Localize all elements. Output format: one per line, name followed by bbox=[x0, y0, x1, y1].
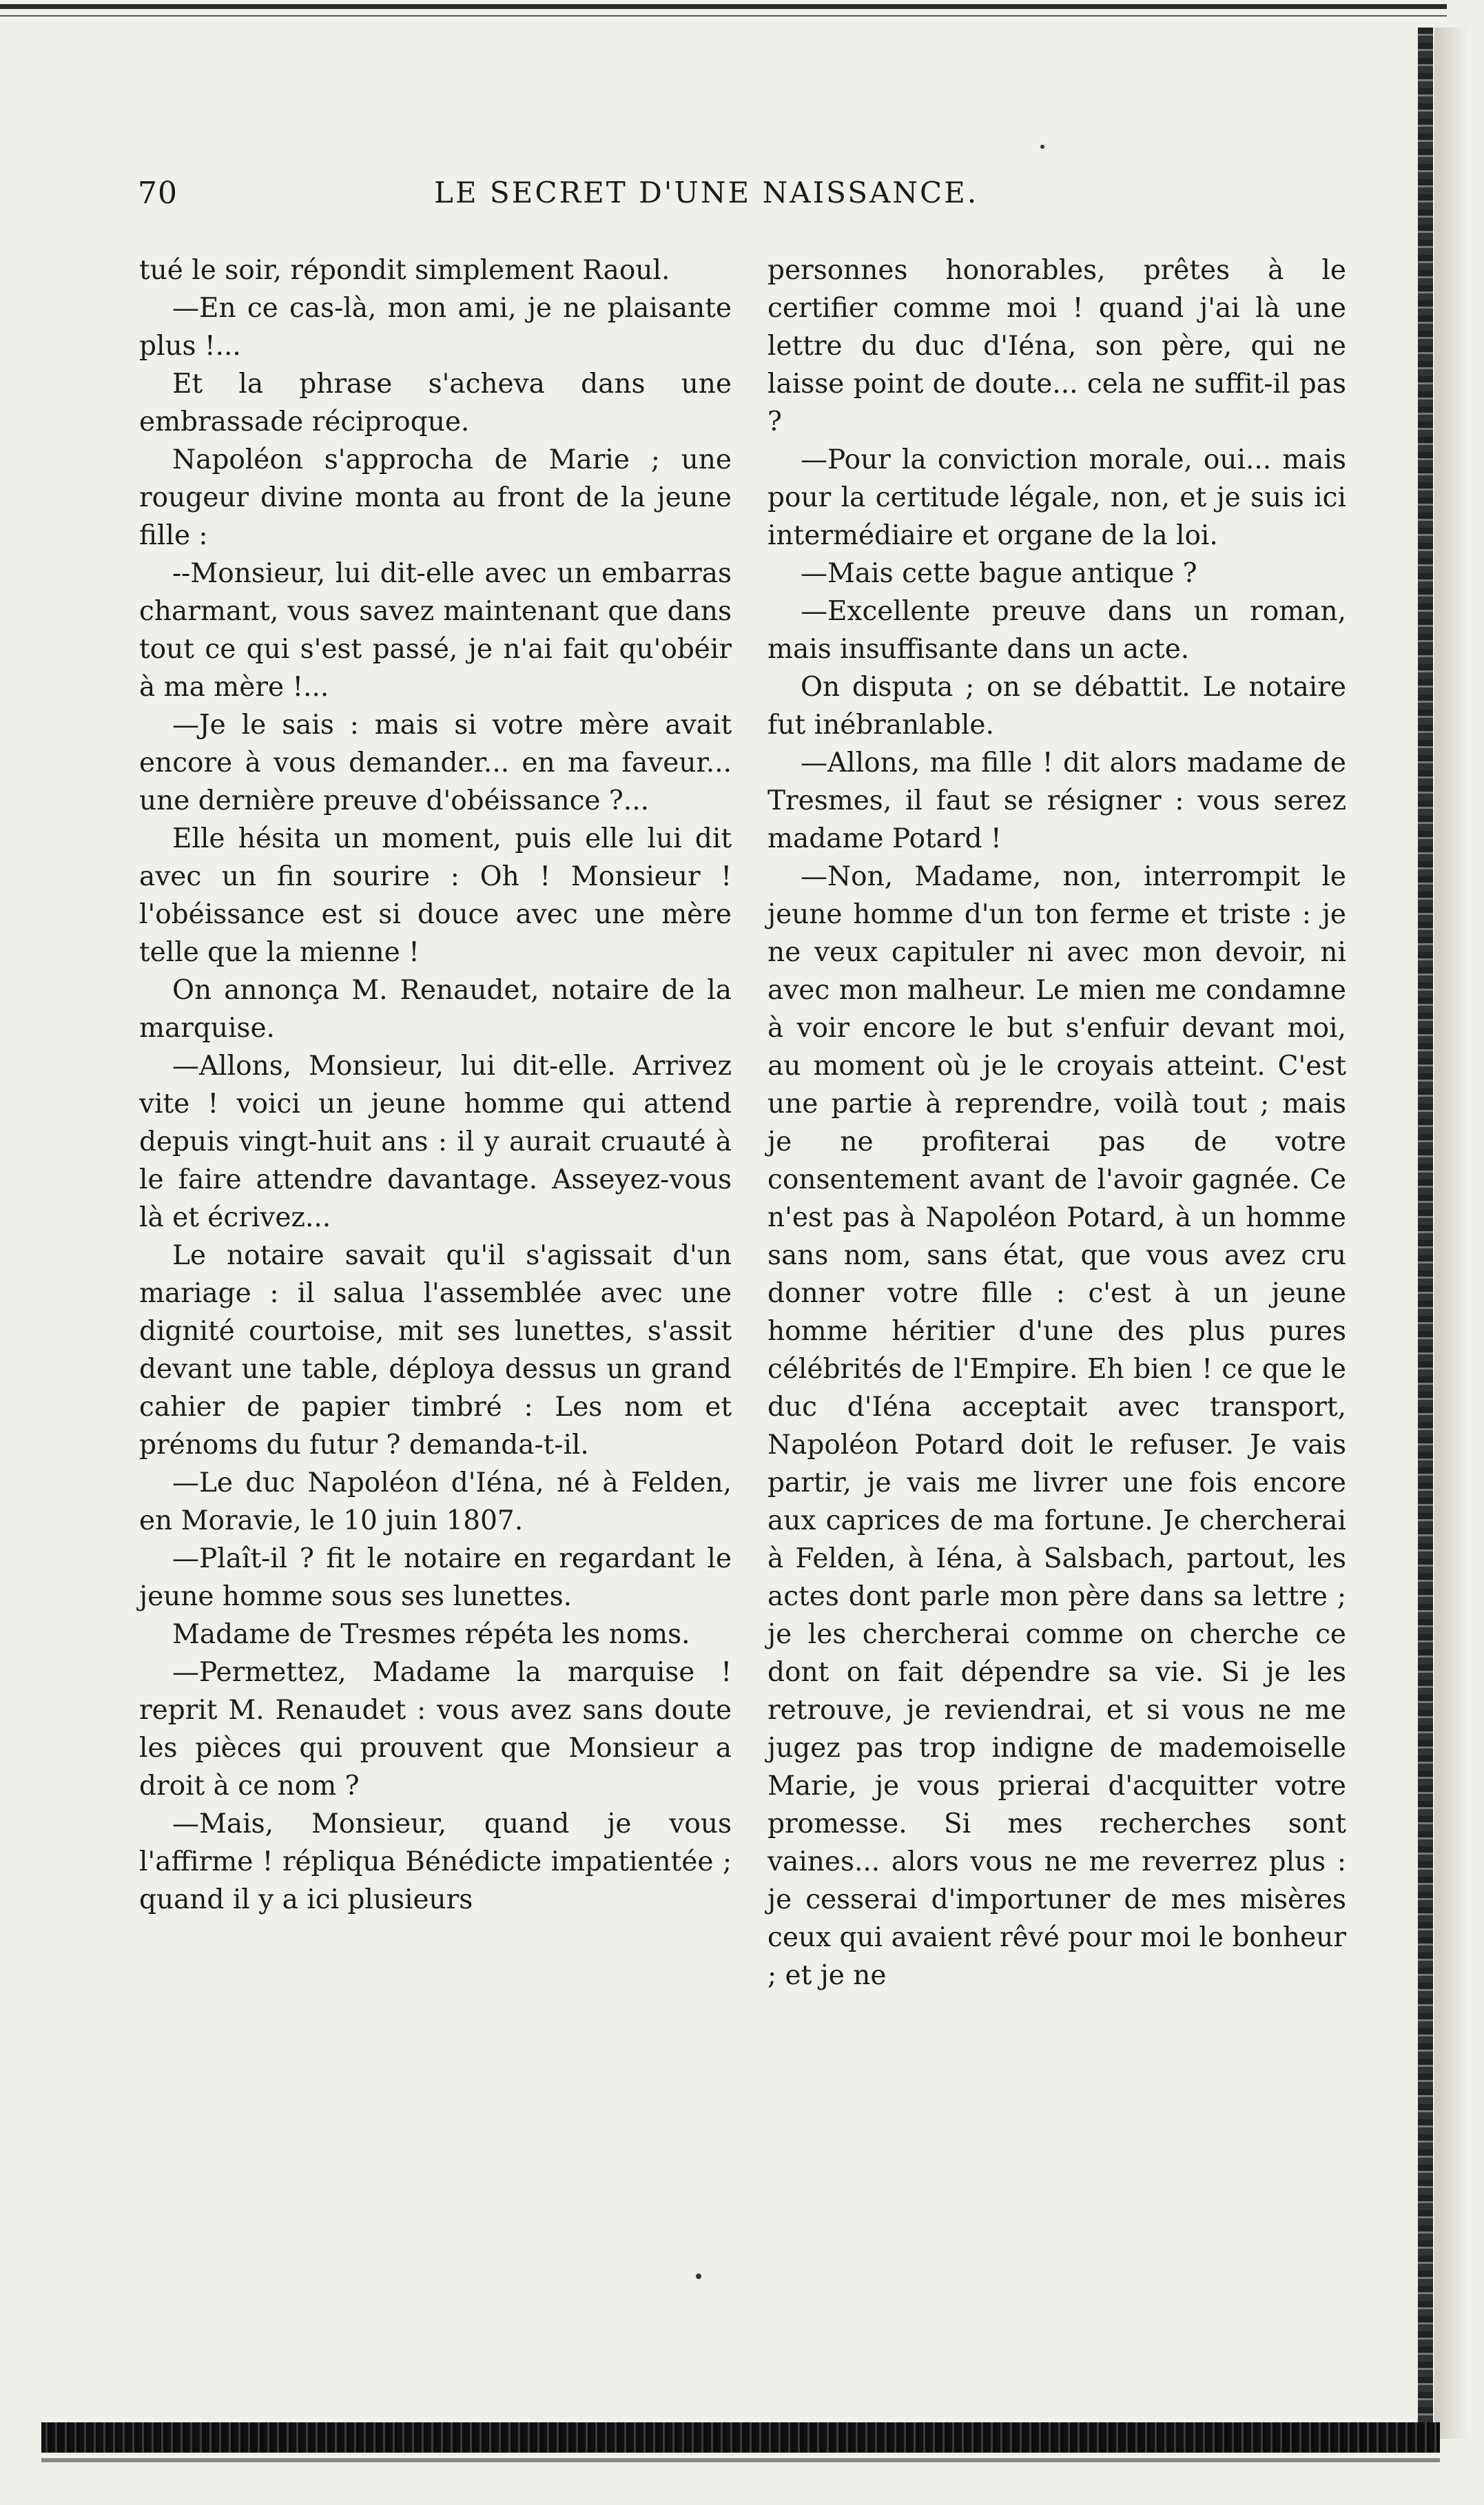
ink-speck bbox=[696, 2274, 701, 2279]
paragraph: —Allons, Monsieur, lui dit-elle. Arrivez vite ! voici un jeune homme qui attend depuis vingt-huit ans : il y aurait cruauté à le faire attendre davantage. Asseyez-vous là et écrivez... bbox=[139, 1051, 732, 1233]
paragraph: —Plaît-il ? fit le notaire en regardant le jeune homme sous ses lunettes. bbox=[139, 1543, 732, 1612]
paragraph: Le notaire savait qu'il s'agissait d'un mariage : il salua l'assemblée avec une dignité courtoise, mit ses lunettes, s'assit devant une table, déploya dessus un grand cahier de papier timbré : Les nom et prénoms du futur ? demanda-t-il. bbox=[139, 1240, 732, 1461]
bottom-scan-rule bbox=[41, 2458, 1440, 2462]
paragraph: tué le soir, répondit simplement Raoul. bbox=[139, 255, 670, 286]
bottom-scan-band bbox=[41, 2422, 1440, 2453]
paragraph: —Mais cette bague antique ? bbox=[801, 558, 1197, 589]
left-text-column bbox=[139, 251, 732, 1919]
paragraph: Et la phrase s'acheva dans une embrassade réciproque. bbox=[139, 369, 732, 437]
page-edge-shadow bbox=[1434, 28, 1469, 2439]
paragraph: —Excellente preuve dans un roman, mais insuffisante dans un acte. bbox=[767, 596, 1346, 665]
paragraph: personnes honorables, prêtes à le certifier comme moi ! quand j'ai là une lettre du duc d'Iéna, son père, qui ne laisse point de doute... cela ne suffit-il pas ? bbox=[767, 255, 1346, 437]
paragraph: Madame de Tresmes répéta les noms. bbox=[172, 1619, 690, 1650]
paragraph: —En ce cas-là, mon ami, je ne plaisante plus !... bbox=[139, 293, 732, 362]
top-border-rule bbox=[0, 4, 1447, 9]
paragraph: —Allons, ma fille ! dit alors madame de Tresmes, il faut se résigner : vous serez madame Potard ! bbox=[767, 748, 1346, 854]
paragraph: —Je le sais : mais si votre mère avait encore à vous demander... en ma faveur... une dernière preuve d'obéissance ?... bbox=[139, 710, 732, 816]
paragraph: Elle hésita un moment, puis elle lui dit avec un fin sourire : Oh ! Monsieur ! l'obéissance est si douce avec une mère telle que la mienne ! bbox=[139, 823, 732, 968]
paragraph: —Le duc Napoléon d'Iéna, né à Felden, en Moravie, le 10 juin 1807. bbox=[139, 1467, 732, 1536]
page-number: 70 bbox=[138, 176, 178, 211]
paragraph: —Pour la conviction morale, oui... mais pour la certitude légale, non, et je suis ici intermédiaire et organe de la loi. bbox=[767, 444, 1346, 551]
right-text-column bbox=[767, 251, 1346, 1994]
paragraph: —Mais, Monsieur, quand je vous l'affirme ! répliqua Bénédicte impatientée ; quand il y a ici plusieurs bbox=[139, 1808, 732, 1915]
paragraph: On annonça M. Renaudet, notaire de la marquise. bbox=[139, 975, 732, 1044]
page-binding-edge bbox=[1418, 28, 1433, 2439]
ink-speck bbox=[1040, 145, 1044, 149]
paragraph: —Permettez, Madame la marquise ! reprit M. Renaudet : vous avez sans doute les pièces qui prouvent que Monsieur a droit à ce nom ? bbox=[139, 1657, 732, 1802]
page-header bbox=[138, 176, 1350, 224]
running-head: LE SECRET D'UNE NAISSANCE. bbox=[434, 176, 979, 209]
paragraph: —Non, Madame, non, interrompit le jeune homme d'un ton ferme et triste : je ne veux capituler ni avec mon devoir, ni avec mon malheur. Le mien me condamne à voir encore le but s'enfuir devant moi, au moment où je le croyais atteint. C'est une partie à reprendre, voilà tout ; mais je ne profiterai pas de votre consentement avant de l'avoir gagnée. Ce n'est pas à Napoléon Potard, à un homme sans nom, sans état, que vous avez cru donner votre fille : c'est à un jeune homme héritier d'une des plus pures célébrités de l'Empire. Eh bien ! ce que le duc d'Iéna acceptait avec transport, Napoléon Potard doit le refuser. Je vais partir, je vais me livrer une fois encore aux caprices de ma fortune. Je chercherai à Felden, à Iéna, à Salsbach, partout, les actes dont parle mon père dans sa lettre ; je les chercherai comme on cherche ce dont on fait dépendre sa vie. Si je les retrouve, je reviendrai, et si vous ne me jugez pas trop indigne de mademoiselle Marie, je vous prierai d'acquitter votre promesse. Si mes recherches sont vaines... alors vous ne me reverrez plus : je cesserai d'importuner de mes misères ceux qui avaient rêvé pour moi le bonheur ; et je ne bbox=[767, 861, 1346, 1991]
paragraph: --Monsieur, lui dit-elle avec un embarras charmant, vous savez maintenant que dans tout ce qui s'est passé, je n'ai fait qu'obéir à ma mère !... bbox=[139, 558, 732, 703]
top-border-rule-thin bbox=[0, 15, 1447, 17]
paragraph: Napoléon s'approcha de Marie ; une rougeur divine monta au front de la jeune fille : bbox=[139, 444, 732, 551]
paragraph: On disputa ; on se débattit. Le notaire fut inébranlable. bbox=[767, 672, 1346, 741]
